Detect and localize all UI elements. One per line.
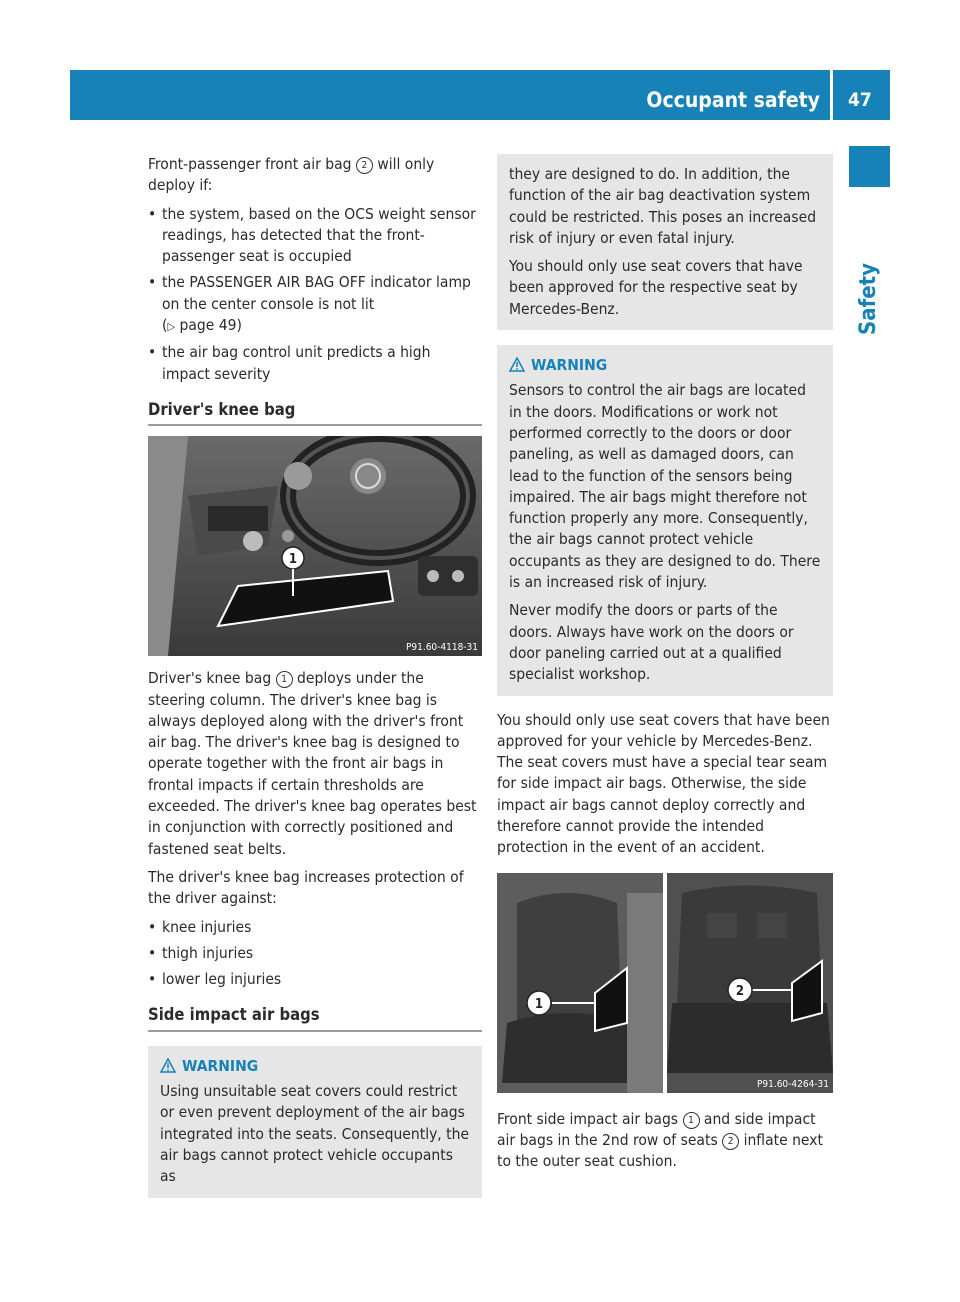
- page-ref-arrow-icon: ▷: [167, 320, 176, 334]
- knee-bag-paragraph: Driver's knee bag 1 deploys under the steering column. The driver's knee bag is always deployed along with the driver's front air bag. The driver's knee bag is designed to operate together with the front air bags in frontal impacts if certain thresholds are exceeded. The driver's knee bag operates best in conjunction with correctly positioned and fastened seat belts.: [148, 669, 477, 858]
- knee-bag-figure: [148, 436, 482, 656]
- section-title: Occupant safety: [646, 88, 820, 112]
- intro-bullet-list: [148, 204, 482, 385]
- warning-box-2: [497, 345, 833, 695]
- figure-callout-1: 1: [534, 996, 544, 1012]
- warning-triangle-icon: [509, 357, 525, 372]
- callout-1: 1: [276, 671, 293, 688]
- knee-bag-heading: Driver's knee bag: [148, 399, 482, 426]
- side-impact-heading: Side impact air bags: [148, 1004, 482, 1031]
- knee-protection-paragraph: The driver's knee bag increases protection of the driver against:: [148, 867, 464, 908]
- list-item: • the system, based on the OCS weight sensor readings, has detected that the front-passenger seat is occupied: [148, 204, 482, 268]
- warning-text: Using unsuitable seat covers could restrict or even prevent deployment of the air bags integrated into the seats. Consequently, the air bags cannot protect vehicle occupants as: [160, 1082, 470, 1186]
- callout-2: 2: [356, 157, 373, 174]
- callout-1: 1: [683, 1112, 700, 1129]
- warning-text: Sensors to control the air bags are located in the doors. Modifications or work not performed correctly to the doors or door paneling, as well as damaged doors, can lead to the function of the sensors being impaired. The air bags might therefore not function properly any more. Consequently, the air bags cannot protect vehicle occupants as they are designed to do. There is an increased risk of injury.: [509, 381, 821, 592]
- header-divider: [830, 70, 833, 120]
- list-item: • the air bag control unit predicts a high impact severity: [148, 342, 482, 385]
- warning-box-1: [148, 1046, 482, 1198]
- dashboard-illustration: [148, 436, 482, 656]
- left-column: [148, 154, 482, 1198]
- side-airbag-figure: [497, 873, 833, 1093]
- seat-cover-paragraph: You should only use seat covers that have been approved for your vehicle by Mercedes-Benz. The seat covers must have a special tear seam for side impact air bags. Otherwise, the side impact air bags cannot deploy correctly and therefore cannot provide the intended protection in the event of an accident.: [497, 710, 830, 857]
- list-item: • thigh injuries: [148, 943, 482, 964]
- warning-box-1-continued: they are designed to do. In addition, the function of the air bag deactivation system could be restricted. This poses an increased risk of injury or even fatal injury. You should only use seat covers that have been approved for the respective seat by Mercedes-Benz.: [497, 154, 833, 330]
- page-header: [70, 70, 890, 120]
- figure-callout-1: 1: [288, 552, 298, 568]
- intro-paragraph: Front-passenger front air bag 2 will only deploy if:: [148, 155, 435, 195]
- list-item: • the PASSENGER AIR BAG OFF indicator lamp on the center console is not lit (▷ page 49): [148, 272, 482, 337]
- page-reference[interactable]: page 49: [179, 316, 237, 335]
- knee-bullet-list: [148, 917, 482, 991]
- list-item: • lower leg injuries: [148, 969, 482, 990]
- side-tab-label: Safety: [856, 262, 881, 335]
- right-column: [497, 154, 833, 1180]
- figure-code: P91.60-4118-31: [405, 642, 478, 654]
- warning-text: Never modify the doors or parts of the doors. Always have work on the doors or door paneling carried out at a qualified specialist workshop.: [509, 601, 794, 684]
- figure-code: P91.60-4264-31: [756, 1078, 829, 1090]
- list-item: • knee injuries: [148, 917, 482, 938]
- callout-2: 2: [722, 1133, 739, 1150]
- warning-triangle-icon: [160, 1058, 176, 1073]
- side-tab-marker: [849, 146, 890, 187]
- seats-illustration: [497, 873, 833, 1093]
- page-number: 47: [848, 89, 872, 111]
- warning-header: WARNING: [509, 355, 821, 376]
- warning-header: WARNING: [160, 1056, 470, 1077]
- figure-caption: Front side impact air bags 1 and side impact air bags in the 2nd row of seats 2 inflate next to the outer seat cushion.: [497, 1109, 823, 1171]
- figure-callout-2: 2: [735, 983, 745, 999]
